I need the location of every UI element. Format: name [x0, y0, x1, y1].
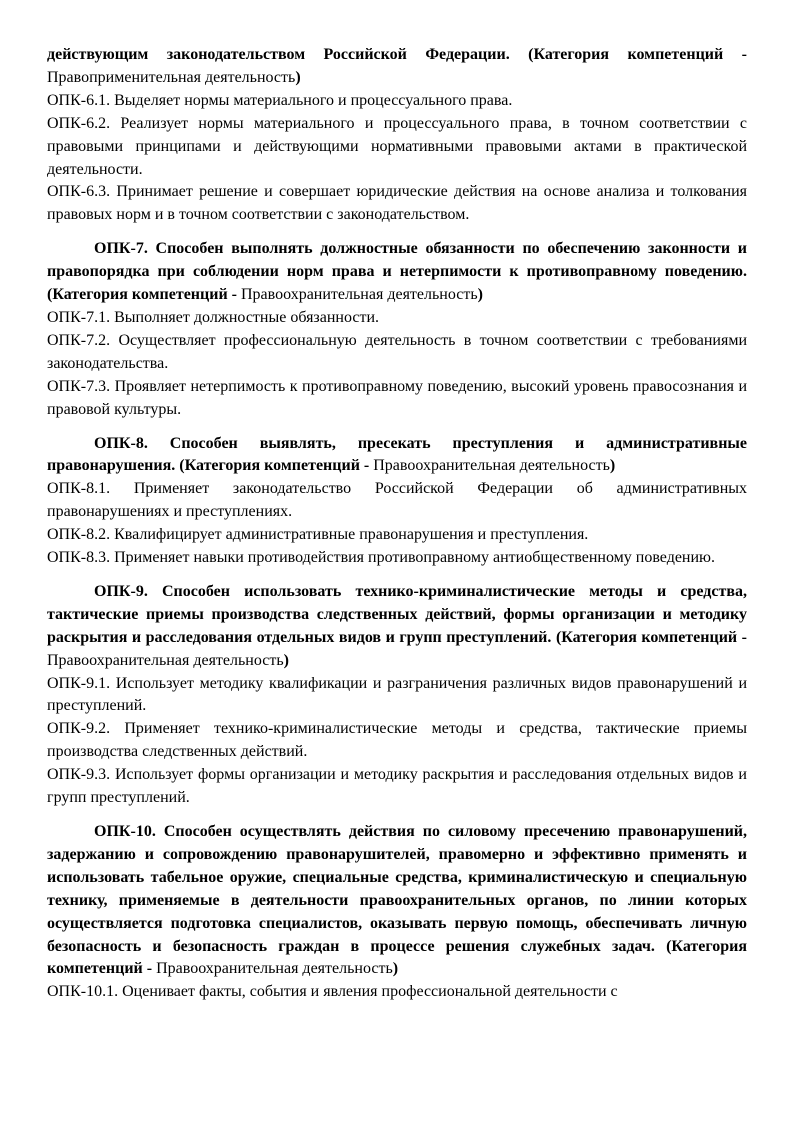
section-opk-10-heading [47, 821, 747, 981]
heading-close-paren: ) [477, 286, 483, 304]
section-opk-6-heading [47, 44, 747, 90]
heading-close-paren: ) [392, 960, 399, 978]
competency-item-opk-10-1: ОПК-10.1. Оценивает факты, события и явления профессиональной деятельности с [47, 983, 618, 1001]
heading-category: Правоохранительная деятельность [373, 457, 610, 475]
section-opk-10 [47, 821, 747, 1004]
heading-category: Правоохранительная деятельность [47, 651, 284, 669]
heading-category: Правоохранительная деятельность [156, 960, 393, 978]
heading-lead: действующим законодательством Российской Федерации. (Категория компетенций - [47, 46, 747, 63]
competency-item-opk-8-2: ОПК-8.2. Квалифицирует административные правонарушения и преступления. [47, 526, 589, 544]
heading-lead: ОПК-9. Способен использовать технико-криминалистические методы и средства, тактические приемы производства следственных действий, формы организации и методику раскрытия и расследования отдельных видов и групп преступлений. (Категория компетенций - [47, 582, 747, 646]
section-opk-7 [47, 238, 747, 421]
heading-lead: ОПК-8. Способен выявлять, пресекать преступления и административные правонарушения. (Категория компетенций - [47, 434, 747, 475]
heading-category: Правоохранительная деятельность [241, 286, 478, 304]
competency-item-opk-7-3: ОПК-7.3. Проявляет нетерпимость к противоправному поведению, высокий уровень правосознания и правовой культуры. [47, 377, 747, 418]
competency-item-opk-9-2: ОПК-9.2. Применяет технико-криминалистические методы и средства, тактические приемы производства следственных действий. [47, 720, 747, 761]
section-opk-9-heading [47, 581, 747, 673]
heading-category: Правоприменительная деятельность [47, 68, 296, 86]
section-opk-8 [47, 433, 747, 570]
competency-item-opk-6-1: ОПК-6.1. Выделяет нормы материального и процессуального права. [47, 91, 513, 109]
heading-close-paren: ) [295, 68, 301, 86]
competency-item-opk-7-2: ОПК-7.2. Осуществляет профессиональную деятельность в точном соответствии с требованиями законодательства. [47, 331, 747, 372]
competency-item-opk-8-1: ОПК-8.1. Применяет законодательство Российской Федерации об административных правонарушениях и преступлениях. [47, 480, 747, 521]
heading-lead: ОПК-7. Способен выполнять должностные обязанности по обеспечению законности и правопорядка при соблюдении норм права и нетерпимости к противоправному поведению. (Категория компетенций - [47, 240, 747, 304]
competency-item-opk-9-3: ОПК-9.3. Использует формы организации и методику раскрытия и расследования отдельных видов и групп преступлений. [47, 766, 747, 807]
section-opk-6 [47, 44, 747, 227]
competency-item-opk-6-3: ОПК-6.3. Принимает решение и совершает юридические действия на основе анализа и толкования правовых норм и в точном соответствии с законодательством. [47, 183, 747, 224]
section-opk-9 [47, 581, 747, 810]
competency-item-opk-9-1: ОПК-9.1. Использует методику квалификации и разграничения различных видов правонарушений и преступлений. [47, 674, 747, 715]
section-opk-7-heading [47, 238, 747, 307]
competency-item-opk-7-1: ОПК-7.1. Выполняет должностные обязанности. [47, 308, 380, 326]
section-opk-8-heading [47, 433, 747, 479]
heading-close-paren: ) [609, 457, 616, 475]
heading-close-paren: ) [283, 651, 289, 669]
competency-item-opk-6-2: ОПК-6.2. Реализует нормы материального и процессуального права, в точном соответствии с правовыми принципами и действующими нормативными правовыми актами в практической деятельности. [47, 114, 747, 178]
heading-lead: ОПК-10. Способен осуществлять действия по силовому пресечению правонарушений, задержанию и сопровождению правонарушителей, правомерно и эффективно применять и использовать табельное оружие, специальные средства, криминалистическую и специальную технику, применяемые в деятельности правоохранительных органов, по линии которых осуществляется подготовка специалистов, оказывать первую помощь, обеспечивать личную безопасность и безопасность граждан в процессе решения служебных задач. (Категория компетенций - [47, 823, 747, 978]
competency-item-opk-8-3: ОПК-8.3. Применяет навыки противодействия противоправному антиобщественному поведению. [47, 549, 716, 567]
